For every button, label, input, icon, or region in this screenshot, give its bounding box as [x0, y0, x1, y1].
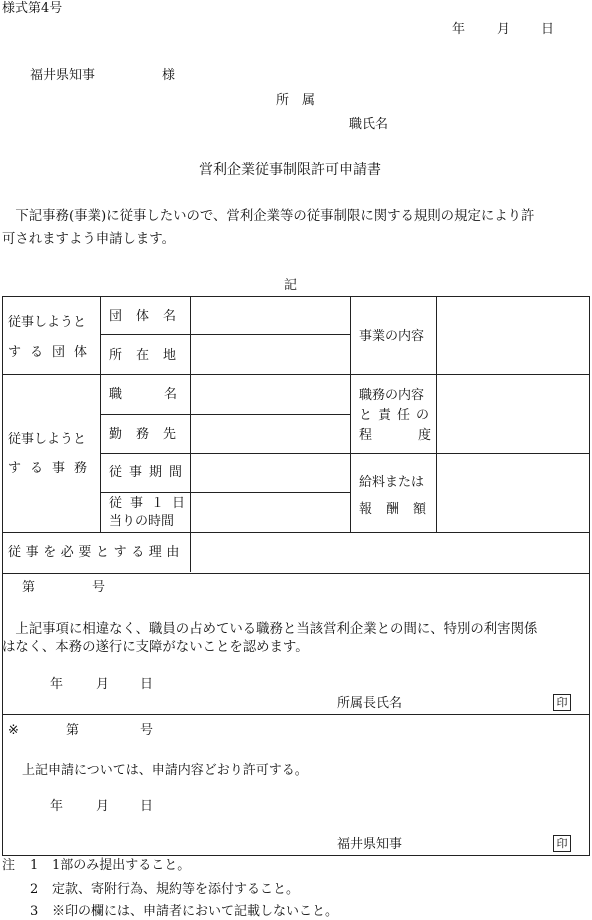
addressee-name: 福井県知事: [30, 68, 96, 83]
cert-number-go: 号: [92, 580, 106, 595]
applicant-name-label: 職氏名: [349, 117, 389, 132]
duty-field[interactable]: [437, 375, 587, 452]
org-address-label: 所在地: [109, 348, 191, 363]
document-title: 営利企業従事制限許可申請書: [199, 162, 381, 178]
pay-label-line1: 給料または: [359, 475, 425, 490]
note-2-number: 2: [30, 882, 39, 897]
cert-text-line1: 上記事項に相違なく、職員の占めている職務と当該営利企業との間に、特別の利害関係: [2, 622, 538, 637]
cert-seal: 印: [553, 694, 571, 711]
org-name-field[interactable]: [191, 297, 349, 334]
org-group-label-line2: する団体: [8, 345, 97, 360]
permit-month: 月: [96, 799, 110, 814]
duty-label-line3: 程度: [359, 428, 478, 443]
business-content-label: 事業の内容: [359, 329, 425, 344]
permit-mark: ※: [8, 723, 19, 738]
business-content-field[interactable]: [437, 297, 587, 373]
cert-number-dai: 第: [22, 580, 36, 595]
note-1-number: 1: [30, 858, 39, 873]
cert-day: 日: [140, 677, 154, 692]
duty-label-line2: と責任の: [359, 408, 436, 423]
pay-field[interactable]: [437, 454, 587, 531]
workplace-label: 勤務先: [109, 427, 191, 442]
intro-text-line2: 可されますよう申請します。: [2, 232, 176, 247]
note-3-text: ※印の欄には、申請者において記載しないこと。: [52, 904, 339, 919]
note-1-text: 1部のみ提出すること。: [52, 858, 191, 873]
permit-year: 年: [50, 799, 64, 814]
permit-seal: 印: [553, 835, 571, 852]
pay-label-line2: 報酬額: [359, 502, 441, 517]
date-day: 日: [541, 22, 555, 37]
reason-label: 従事を必要とする理由: [8, 545, 185, 560]
job-group-label-line2: する事務: [8, 461, 97, 476]
note-3-number: 3: [30, 904, 39, 919]
addressee-honorific: 様: [162, 68, 176, 83]
application-table: [2, 296, 590, 574]
date-year: 年: [452, 22, 466, 37]
duty-label-line1: 職務の内容: [359, 388, 425, 403]
permit-number-go: 号: [140, 723, 154, 738]
intro-text-line1: 下記事務(事業)に従事したいので、営利企業等の従事制限に関する規則の規定により許: [2, 209, 535, 224]
org-address-field[interactable]: [191, 335, 349, 373]
permit-day: 日: [140, 799, 154, 814]
form-number: 様式第4号: [2, 1, 63, 16]
job-title-field[interactable]: [191, 375, 349, 413]
daily-hours-label-line1: 従事１日: [109, 496, 194, 511]
daily-hours-field[interactable]: [191, 493, 349, 531]
job-group-label-line1: 従事しようと: [8, 432, 87, 447]
period-field[interactable]: [191, 454, 349, 491]
workplace-field[interactable]: [191, 415, 349, 452]
applicant-affiliation: 所 属: [276, 93, 316, 108]
cert-year: 年: [50, 677, 64, 692]
period-label: 従事期間: [109, 465, 190, 480]
ki-heading: 記: [284, 278, 298, 293]
cert-signer-label: 所属長氏名: [337, 696, 403, 711]
permit-text: 上記申請については、申請内容どおり許可する。: [22, 763, 308, 778]
permit-box: [2, 714, 590, 856]
org-name-label: 団体名: [109, 309, 191, 324]
daily-hours-label-line2: 当りの時間: [109, 514, 175, 529]
permit-number-dai: 第: [66, 723, 80, 738]
job-title-label: 職名: [109, 387, 220, 402]
permit-signer-label: 福井県知事: [337, 837, 403, 852]
notes-label: 注: [2, 858, 16, 873]
reason-field[interactable]: [191, 533, 587, 571]
cert-text-line2: はなく、本務の遂行に支障がないことを認めます。: [2, 640, 309, 655]
cert-month: 月: [96, 677, 110, 692]
org-group-label-line1: 従事しようと: [8, 315, 87, 330]
date-month: 月: [497, 22, 511, 37]
note-2-text: 定款、寄附行為、規約等を添付すること。: [52, 882, 300, 897]
